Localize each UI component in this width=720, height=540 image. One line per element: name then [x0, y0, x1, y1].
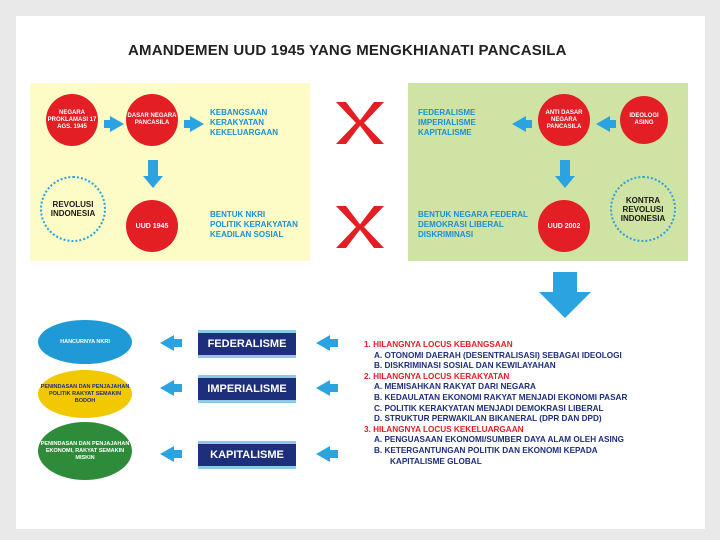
list-item: C. POLITIK KERAKYATAN MENJADI DEMOKRASI LIBERAL: [374, 403, 604, 413]
value-line: KEBANGSAAN: [210, 108, 268, 117]
arrow-to-oval-3: [160, 446, 182, 462]
list-item: B. KEDAULATAN EKONOMI RAKYAT MENJADI EKONOMI PASAR: [374, 392, 628, 402]
circle-uud-2002: UUD 2002: [538, 200, 590, 252]
arrow-left-1: [512, 116, 532, 132]
list-item: B. DISKRIMINASI SOSIAL DAN KEWILAYAHAN: [374, 361, 556, 371]
arrow-to-oval-2: [160, 380, 182, 396]
box-imperialisme: IMPERIALISME: [198, 375, 296, 403]
oval-penindasan-politik: PENINDASAN DAN PENJAJAHAN POLITIK RAKYAT SEMAKIN BODOH: [38, 370, 132, 418]
form-text-left: [210, 210, 298, 240]
list-item: KAPITALISME GLOBAL: [390, 456, 482, 466]
page-title: AMANDEMEN UUD 1945 YANG MENGKHIANATI PANCASILA: [128, 42, 567, 59]
values-text-left: [210, 108, 278, 138]
form-line: DISKRIMINASI: [418, 230, 474, 239]
arrow-down-large: [537, 272, 593, 320]
value-line: KERAKYATAN: [210, 118, 265, 127]
list-item: B. KETERGANTUNGAN POLITIK DAN EKONOMI KEPADA: [374, 445, 598, 455]
circle-ideologi-asing: IDEOLOGI ASING: [620, 96, 668, 144]
box-federalisme: FEDERALISME: [198, 330, 296, 358]
consequence-list: [364, 340, 627, 467]
arrow-to-oval-1: [160, 335, 182, 351]
list-item: D. STRUKTUR PERWAKILAN BIKANERAL (DPR DAN DPD): [374, 414, 602, 424]
circle-kontra-revolusi: KONTRA REVOLUSI INDONESIA: [610, 176, 676, 242]
list-item: A. OTONOMI DAERAH (DESENTRALISASI) SEBAGAI IDEOLOGI: [374, 350, 622, 360]
form-line: KEADILAN SOSIAL: [210, 230, 284, 239]
form-text-right: [418, 210, 528, 240]
arrow-to-box-1: [316, 335, 338, 351]
oval-penindasan-ekonomi: PENINDASAN DAN PENJAJAHAN EKONOMI, RAKYAT SEMAKIN MISKIN: [38, 422, 132, 480]
arrow-to-box-3: [316, 446, 338, 462]
box-kapitalisme: KAPITALISME: [198, 441, 296, 469]
form-line: BENTUK NEGARA FEDERAL: [418, 210, 528, 219]
arrow-to-box-2: [316, 380, 338, 396]
arrow-left-2: [596, 116, 616, 132]
ideology-line: IMPERIALISME: [418, 118, 476, 127]
circle-revolusi-indonesia: REVOLUSI INDONESIA: [40, 176, 106, 242]
form-line: BENTUK NKRI: [210, 210, 266, 219]
arrow-down-right: [555, 160, 575, 190]
opposition-chevrons-bottom: [334, 204, 386, 250]
list-heading: 2. HILANGNYA LOCUS KERAKYATAN: [364, 371, 510, 381]
circle-uud-1945: UUD 1945: [126, 200, 178, 252]
list-heading: 3. HILANGNYA LOCUS KEKELUARGAAN: [364, 424, 524, 434]
ideology-line: KAPITALISME: [418, 128, 472, 137]
form-line: POLITIK KERAKYATAN: [210, 220, 298, 229]
arrow-down-left: [143, 160, 163, 190]
circle-negara-proklamasi: NEGARA PROKLAMASI 17 AGS. 1945: [46, 94, 98, 146]
arrow-right-2: [184, 116, 204, 132]
list-item: A. MEMISAHKAN RAKYAT DARI NEGARA: [374, 382, 536, 392]
value-line: KEKELUARGAAN: [210, 128, 278, 137]
list-heading: 1. HILANGNYA LOCUS KEBANGSAAN: [364, 340, 513, 349]
opposition-chevrons-top: [334, 100, 386, 146]
arrow-right-1: [104, 116, 124, 132]
ideology-line: FEDERALISME: [418, 108, 476, 117]
oval-hancurnya-nkri: HANCURNYA NKRI: [38, 320, 132, 364]
circle-anti-dasar-negara: ANTI DASAR NEGARA PANCASILA: [538, 94, 590, 146]
form-line: DEMOKRASI LIBERAL: [418, 220, 504, 229]
ideology-text-right: [418, 108, 476, 138]
circle-dasar-negara: DASAR NEGARA PANCASILA: [126, 94, 178, 146]
list-item: A. PENGUASAAN EKONOMI/SUMBER DAYA ALAM OLEH ASING: [374, 435, 625, 445]
